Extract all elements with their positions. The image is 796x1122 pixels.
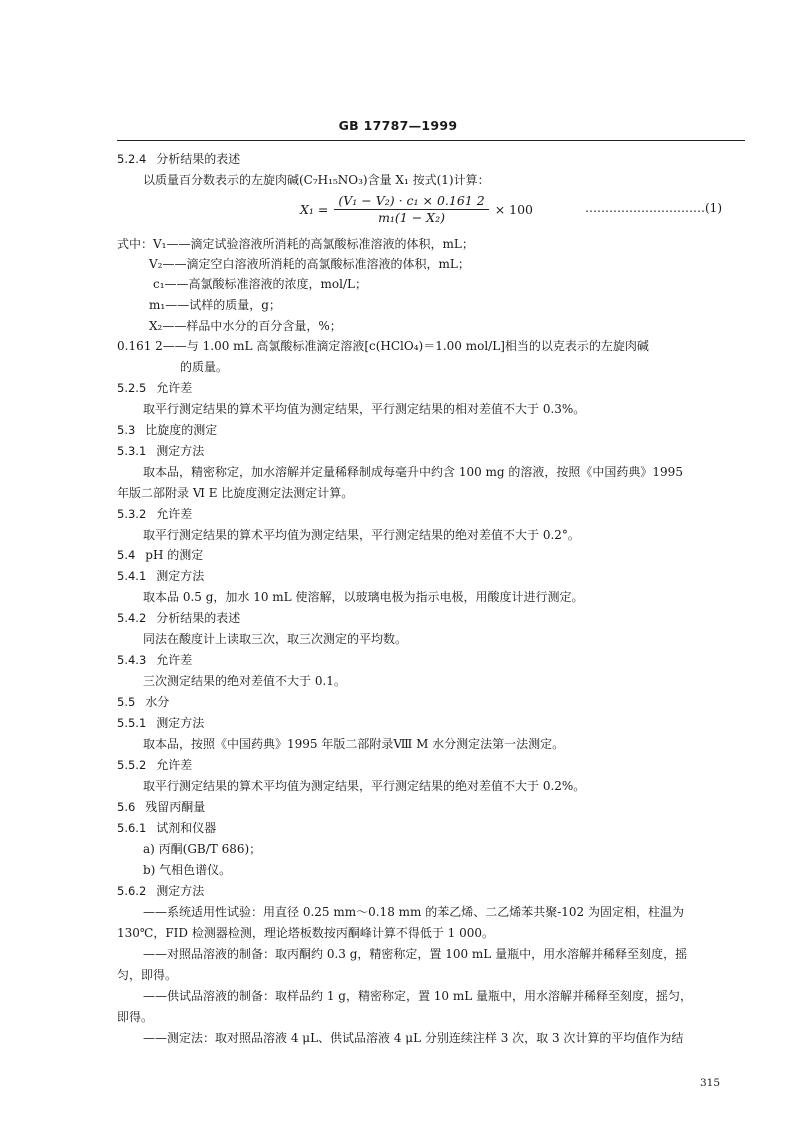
paragraph-reference-solution-line2: 匀，即得。 [117, 968, 178, 982]
section-heading-5-3 [117, 422, 217, 438]
paragraph-system-suitability-line2: 130℃，FID 检测器检测，理论塔板数按丙酮峰计算不得低于 1 000。 [117, 926, 495, 940]
section-number: 5.5 [117, 695, 136, 709]
header-rule [117, 140, 745, 141]
section-number: 5.5.1 [117, 716, 147, 730]
section-title: 允许差 [156, 381, 193, 395]
section-title: 测定方法 [156, 884, 205, 898]
section-number: 5.4.1 [117, 569, 147, 583]
paragraph-measurement-line1: ——测定法：取对照品溶液 4 μL、供试品溶液 4 μL 分别连续注样 3 次，取 3 次计算的平均值作为结 [143, 1031, 684, 1045]
section-number: 5.2.4 [117, 152, 147, 166]
section-title: pH 的测定 [145, 548, 204, 562]
section-heading-5-5-1 [117, 715, 204, 731]
section-title: 测定方法 [156, 569, 205, 583]
section-title: 允许差 [156, 653, 193, 667]
section-heading-5-6-2 [117, 883, 204, 899]
paragraph-5-4-3: 三次测定结果的绝对差值不大于 0.1。 [143, 674, 346, 688]
paragraph-5-5-1: 取本品，按照《中国药典》1995 年版二部附录Ⅷ M 水分测定法第一法测定。 [143, 737, 565, 751]
section-heading-5-4 [117, 547, 203, 563]
paragraph-system-suitability-line1: ——系统适用性试验：用直径 0.25 mm～0.18 mm 的苯乙烯、二乙烯苯共聚-102 为固定相，柱温为 [143, 905, 684, 919]
where-line-coefficient: 0.161 2——与 1.00 mL 高氯酸标准滴定溶液[c(HClO₄)＝1.00 mol/L]相当的以克表示的左旋肉碱 [117, 339, 649, 353]
section-number: 5.2.5 [117, 381, 147, 395]
formula-numerator: (V₁ − V₂) · c₁ × 0.161 2 [334, 193, 488, 210]
where-line-coefficient-cont: 的质量。 [180, 360, 229, 374]
formula-lhs: X₁ = [300, 201, 329, 217]
section-heading-5-3-2 [117, 506, 192, 522]
page-number: 315 [700, 1077, 721, 1089]
section-title: 分析结果的表述 [156, 152, 241, 166]
section-heading-5-5-2 [117, 757, 192, 773]
paragraph-test-solution-line1: ——供试品溶液的制备：取样品约 1 g，精密称定，置 10 mL 量瓶中，用水溶解并稀释至刻度，摇匀， [143, 989, 693, 1003]
section-heading-5-6-1 [117, 820, 216, 836]
section-number: 5.3 [117, 423, 136, 437]
section-title: 试剂和仪器 [156, 821, 217, 835]
section-number: 5.3.2 [117, 507, 147, 521]
list-item-a: a) 丙酮(GB/T 686)； [143, 842, 262, 856]
section-number: 5.4.2 [117, 611, 147, 625]
paragraph-5-2-5: 取平行测定结果的算术平均值为测定结果，平行测定结果的相对差值不大于 0.3%。 [143, 402, 586, 416]
list-item-b: b) 气相色谱仪。 [143, 863, 232, 877]
section-heading-5-2-5 [117, 380, 192, 396]
section-number: 5.6.2 [117, 884, 147, 898]
section-heading-5-6 [117, 799, 205, 815]
where-line-v2: V₂——滴定空白溶液所消耗的高氯酸标准溶液的体积，mL； [149, 257, 470, 271]
formula-rhs: × 100 [494, 201, 533, 217]
section-number: 5.4 [117, 548, 136, 562]
section-heading-5-4-2 [117, 610, 240, 626]
section-number: 5.6.1 [117, 821, 147, 835]
paragraph-test-solution-line2: 即得。 [117, 1010, 154, 1024]
where-line-c1: c₁——高氯酸标准溶液的浓度，mol/L； [153, 277, 367, 291]
section-title: 测定方法 [156, 716, 205, 730]
where-line-v1: 式中：V₁——滴定试验溶液所消耗的高氯酸标准溶液的体积，mL； [117, 237, 474, 251]
formula-denominator: m₁(1 − X₂) [378, 209, 445, 225]
section-number: 5.5.2 [117, 758, 147, 772]
paragraph-5-4-1: 取本品 0.5 g，加水 10 mL 使溶解，以玻璃电极为指示电极，用酸度计进行测定。 [143, 590, 584, 604]
section-heading-5-4-1 [117, 568, 204, 584]
section-title: 比旋度的测定 [145, 423, 218, 437]
formula-fraction [334, 193, 488, 226]
equation-number: …………………………(1) [585, 201, 722, 215]
section-title: 分析结果的表述 [156, 611, 241, 625]
paragraph-5-3-1-line2: 年版二部附录 Ⅵ E 比旋度测定法测定计算。 [117, 486, 354, 500]
section-title: 允许差 [156, 758, 193, 772]
section-heading-5-2-4 [117, 151, 240, 167]
section-number: 5.6 [117, 800, 136, 814]
section-number: 5.4.3 [117, 653, 147, 667]
standard-number-header: GB 17787—1999 [338, 118, 458, 133]
paragraph-5-4-2: 同法在酸度计上读取三次，取三次测定的平均数。 [143, 632, 408, 646]
formula-1 [300, 191, 533, 227]
section-title: 允许差 [156, 507, 193, 521]
section-heading-5-4-3 [117, 652, 192, 668]
where-line-x2: X₂——样品中水分的百分含量，%； [149, 319, 342, 333]
section-title: 测定方法 [156, 444, 205, 458]
paragraph-5-2-4-intro: 以质量百分数表示的左旋肉碱(C₇H₁₅NO₃)含量 X₁ 按式(1)计算： [143, 173, 490, 187]
section-number: 5.3.1 [117, 444, 147, 458]
paragraph-5-5-2: 取平行测定结果的算术平均值为测定结果，平行测定结果的绝对差值不大于 0.2%。 [143, 779, 586, 793]
paragraph-5-3-1-line1: 取本品，精密称定，加水溶解并定量稀释制成每毫升中约含 100 mg 的溶液，按照《中国药典》1995 [143, 465, 683, 479]
section-title: 残留丙酮量 [145, 800, 206, 814]
section-title: 水分 [145, 695, 170, 709]
paragraph-reference-solution-line1: ——对照品溶液的制备：取丙酮约 0.3 g，精密称定，置 100 mL 量瓶中，用水溶解并稀释至刻度，摇 [143, 947, 688, 961]
paragraph-5-3-2: 取平行测定结果的算术平均值为测定结果，平行测定结果的绝对差值不大于 0.2°。 [143, 528, 580, 542]
section-heading-5-5 [117, 694, 169, 710]
section-heading-5-3-1 [117, 443, 204, 459]
where-line-m1: m₁——试样的质量，g； [149, 298, 281, 312]
